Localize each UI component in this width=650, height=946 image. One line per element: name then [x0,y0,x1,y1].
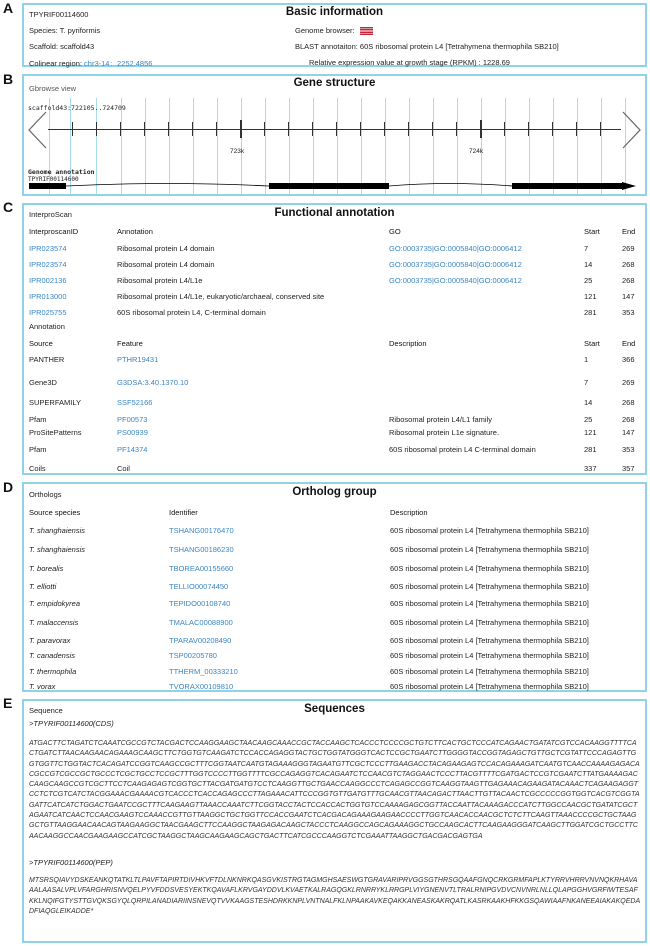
end-cell: 366 [622,355,635,364]
start-cell: 121 [584,428,597,437]
description-cell: 60S ribosomal protein L4 [Tetrahymena thermophila SB210] [390,526,589,535]
annotation-cell: 60S ribosomal protein L4, C-terminal domain [117,308,266,317]
identifier-link[interactable]: TSHANG00176470 [169,526,234,535]
ruler-tick [600,122,601,136]
gene-model-label: TPYRIF00114600 [28,176,79,183]
start-cell: 7 [584,378,589,387]
gene-model[interactable] [24,180,645,194]
interpro-id-link[interactable]: IPR023574 [29,260,67,269]
start-cell: 14 [584,398,593,407]
gene-structure-title: Gene structure [293,77,376,89]
description-cell: 60S ribosomal protein L4 [Tetrahymena thermophila SB210] [390,599,589,608]
go-terms-link[interactable]: GO:0003735|GO:0005840|GO:0006412 [389,260,522,269]
scroll-right-arrow-icon[interactable] [621,110,643,150]
col-header-identifier: Identifier [169,508,198,517]
ruler-tick [576,122,577,136]
col-header-start: Start [584,227,600,236]
end-cell: 147 [622,428,635,437]
end-cell: 268 [622,260,635,269]
gbrowse-track[interactable] [24,98,645,194]
genome-browser-label: Genome browser: [295,26,355,35]
sequences-title: Sequences [304,703,365,715]
start-cell: 1 [584,355,589,364]
ortholog-group-panel [22,482,647,692]
ruler-tick [528,122,529,136]
section-letter-a: A [3,0,14,16]
feature-link[interactable]: PS00939 [117,428,148,437]
col-header-interproscan-id: InterproscanID [29,227,79,236]
genome-browser [295,26,373,35]
functional-annotation-panel [22,203,647,475]
interproscan-label: InterproScan [29,210,72,219]
identifier-link[interactable]: TMALAC00088900 [169,618,233,627]
col-header-end-2: End [622,339,636,348]
species-cell: T. paravorax [29,636,71,645]
species-cell: T. thermophila [29,667,77,676]
ruler-major-tick [480,120,482,138]
end-cell: 268 [622,276,635,285]
identifier-link[interactable]: TPARAV00208490 [169,636,232,645]
species-text: Species: T. pyriformis [29,26,101,35]
ruler-tick [456,122,457,136]
ruler-label-724k: 724k [469,148,484,155]
section-letter-c: C [3,199,14,215]
blast-annotation: BLAST annotaiton: 60S ribosomal protein L4 [Tetrahymena thermophila SB210] [295,42,559,51]
description-cell: 60S ribosomal protein L4 [Tetrahymena thermophila SB210] [390,667,589,676]
col-header-ortholog-description: Description [390,508,428,517]
feature-link[interactable]: PTHR19431 [117,355,159,364]
description-cell: 60S ribosomal protein L4 [Tetrahymena thermophila SB210] [390,682,589,691]
ruler-tick [312,122,313,136]
annotation-cell: Ribosomal protein L4 domain [117,244,215,253]
start-cell: 7 [584,244,589,253]
col-header-go: GO [389,227,401,236]
region-label: scaffold43:722105..724709 [28,104,126,112]
description-cell: 60S ribosomal protein L4 [Tetrahymena thermophila SB210] [390,618,589,627]
annotation-cell: Ribosomal protein L4/L1e [117,276,203,285]
scaffold-text: Scaffold: scaffold43 [29,42,95,51]
species-cell: T. empidokyrea [29,599,80,608]
start-cell: 25 [584,415,593,424]
annotation-section-label: Annotation [29,322,65,331]
identifier-link[interactable]: TBOREA00155660 [169,564,234,573]
species-cell: T. elliotti [29,582,57,591]
source-cell: ProSitePatterns [29,428,82,437]
ruler-tick [264,122,265,136]
feature-link[interactable]: PF14374 [117,445,148,454]
end-cell: 268 [622,415,635,424]
ruler-tick [384,122,385,136]
genome-browser-icon[interactable] [360,27,373,35]
species-cell: T. shanghaiensis [29,526,86,535]
ruler-axis [48,129,621,130]
sequences-panel [22,699,647,943]
description-cell: 60S ribosomal protein L4 C-terminal domain [389,445,536,454]
pep-sequence: MTSRSQIAVYDSKEANKQTATKLTLPAVFTAPIRTDIVHKVFTDLNKNRKQASGVKISTRGTAGMGHSAESWGTGRAVARIPRVGGSGTHRSGQAAFGNQCRKGRMFAPLKTYRRVHRRVNVNQKRHAVAAALAASALVPLVFARGHRISNVQELPYVFDDSVESYEKTKQAVAFLKRVGAYDDVLKVAETKALRAGQGKLRNRRYKLRRGPLVIYGNENVTLTRALRNIPGVDVCNVNRLNLLQLAPGGHVGRFIWTESAFKKLNQIFGTYSTTGVQKSGYQLQRPILANADIARIINSNEVQTVVKAAGSTESHDRKKNPLVNTNALFKLNPAAKAVKEQAKKANEASKAKRQATLKASRKAAKHFKKGSQAWIAAFNKANEEAIAKAKQEDADFIAQGLEIKADDE* [29,877,641,915]
end-cell: 353 [622,308,635,317]
ruler-tick [216,122,217,136]
colinear-region [29,58,152,69]
cds-header: >TPYRIF00114600(CDS) [29,719,114,728]
interpro-id-link[interactable]: IPR013000 [29,292,67,301]
ruler-tick [336,122,337,136]
col-header-source-species: Source species [29,508,81,517]
source-cell: PANTHER [29,355,65,364]
ruler-tick [552,122,553,136]
description-cell: 60S ribosomal protein L4 [Tetrahymena thermophila SB210] [390,636,589,645]
species-cell: T. canadensis [29,651,76,660]
identifier-link[interactable]: TVORAX00109810 [169,682,234,691]
ruler-tick [96,122,97,136]
colinear-region-label: Colinear region: [29,59,82,68]
col-header-feature: Feature [117,339,143,348]
ruler-tick [72,122,73,136]
ruler-tick [144,122,145,136]
annotation-cell: Ribosomal protein L4/L1e, eukaryotic/archaeal, conserved site [117,292,325,301]
ruler-major-tick [240,120,242,138]
functional-annotation-title: Functional annotation [274,207,395,219]
ortholog-group-title: Ortholog group [292,486,377,498]
identifier-link[interactable]: TEPIDO00108740 [169,599,231,608]
description-cell: 60S ribosomal protein L4 [Tetrahymena thermophila SB210] [390,564,589,573]
start-cell: 25 [584,276,593,285]
description-cell: Ribosomal protein L4/L1 family [389,415,492,424]
identifier-link[interactable]: TELLIO00074450 [169,582,229,591]
feature-link[interactable]: SSF52166 [117,398,153,407]
start-cell: 281 [584,308,597,317]
gene-id: TPYRIF00114600 [29,10,89,19]
identifier-link[interactable]: TTHERM_00333210 [169,667,238,676]
ruler-tick [360,122,361,136]
sequence-label: Sequence [29,706,63,715]
section-letter-d: D [3,479,14,495]
col-header-annotation: Annotation [117,227,153,236]
start-cell: 281 [584,445,597,454]
end-cell: 268 [622,398,635,407]
end-cell: 269 [622,244,635,253]
feature-cell: Coil [117,464,130,473]
source-cell: Pfam [29,415,47,424]
start-cell: 14 [584,260,593,269]
annotation-cell: Ribosomal protein L4 domain [117,260,215,269]
description-cell: 60S ribosomal protein L4 [Tetrahymena thermophila SB210] [390,545,589,554]
cds-sequence: ATGACTTCTAGATCTCAAATCGCCGTCTACGACTCCAAGGAAGCTAACAAGCAAACCGCTACCAAGCTCACCCTCCCCGCTGTCTTCACTGCTCCCATCAGAACTGATATCGTCCACAAGGTTTTCACTGATCTTAACAAGAACAGAAAGCAAGCTTCTGGTGTCAAGATCTCCACCAGAGGTACTGCTGGTATGGGTCACTCCGCTGAATCTTGGGGTACCGGTAGAGCTGTTGCTCGTATTCCCAGAGTTGGTGGTTCTGGTACTCACAGATCCGGTCAAGCCGCTTTCGGTAATCAATGTAGAAAGGGTAGAATGTTCGCTCCCTTGAAGACCTACAGAAGAGTCCACAGAAAGATCAATGTCAACCAAAAGAGACACGCCGTCGCCGCTGCCCTCGCTGCCTCCGCTTTGGTCCCCTTGGTTTTCGCCAGAGGTCACAGAATCTCCAACGTCTAGGAACTCCCTTACGTTTTCGATGACTCCGTCGAATCTTATGAAAAGACCAAGCAAGCCGTCGCTTCCTCAAGAGAGTCGGTGCTTACGATGATGTCCTCAAGGTTGCTGAACCAAGGCCCTCAGAGCCGGTCAAGGTAAGTTGAGAAACAGAAGATACAAACTCAGAAGAGGTCCTCTCGTCATCTACGGAAACGAAAACGTCACCCTCACCAGAGCCCTTAGAAACATTCCCGGTGTTGATGTTTGCAACGTTAACAGACTTAACTTGTTACAACTCGCCCCCGGTGGTCACGTCGGTAGATTCATCATCTGGACTGAATCCGCTTTCAAGAAGTTAAACCAAATCTTCGGTACCTACTCCACCACTGGTGTCCAAAAGAGCGGTTACCAATTACAAAGACCCATCTTGGCCAACGCTGATATCGCTAGAATCATCAACTCCAACGAAGTCCAAACCGTTGTTAAGGCTGCTGGTTCCACCGAATCTCACGACAGAAAGAAGAACCCCTTGGTCAACACCAACGCTCTCTTCAAGTTAAACCCCGCTGCTAAGGCTGTTAAGGAACAACAGTAAGAAGGCTAACGAAGCTTCCAAGGCTAAGAGACAAGCTACCCTCAAGGCCAGCAGAAAGGCTGCCAAGCACTTCAAGAAGGGATCAAGCTTGGATCGCTGCCTTCAACAAGGCCAACGAAGAAGCCATCGCTAAGGCTAAGCAAGAAGCAGCTGACTTCATCGCCCAAGGTCTCGAAATTAAGGCTGACGACGAGTGA [29,740,640,840]
species-cell: T. malaccensis [29,618,79,627]
species-cell: T. vorax [29,682,56,691]
col-header-end: End [622,227,636,236]
end-cell: 353 [622,445,635,454]
identifier-link[interactable]: TSP00205780 [169,651,217,660]
end-cell: 357 [622,464,635,473]
expression-value: Relative expression value at growth stage (RPKM) : 1228.69 [309,58,510,67]
description-cell: 60S ribosomal protein L4 [Tetrahymena thermophila SB210] [390,651,589,660]
start-cell: 121 [584,292,597,301]
ruler-tick [120,122,121,136]
ruler-tick [192,122,193,136]
interpro-id-link[interactable]: IPR023574 [29,244,67,253]
go-terms-link[interactable]: GO:0003735|GO:0005840|GO:0006412 [389,244,522,253]
section-letter-b: B [3,71,14,87]
source-cell: Pfam [29,445,47,454]
gbrowse-view-label: Gbrowse view [29,84,77,93]
feature-link[interactable]: PF00573 [117,415,148,424]
species-cell: T. borealis [29,564,64,573]
source-cell: Gene3D [29,378,57,387]
scroll-left-arrow-icon[interactable] [26,110,48,150]
basic-information-title: Basic information [285,6,384,18]
description-cell: 60S ribosomal protein L4 [Tetrahymena thermophila SB210] [390,582,589,591]
pep-header: >TPYRIF00114600(PEP) [29,858,113,867]
gene-structure-panel [22,74,647,196]
col-header-start-2: Start [584,339,600,348]
ruler-label-723k: 723k [230,148,245,155]
feature-link[interactable]: G3DSA:3.40.1370.10 [117,378,189,387]
ruler-tick [408,122,409,136]
description-cell: Ribosomal protein L1e signature. [389,428,500,437]
end-cell: 147 [622,292,635,301]
interpro-id-link[interactable]: IPR002136 [29,276,67,285]
ruler-tick [504,122,505,136]
source-cell: SUPERFAMILY [29,398,81,407]
interpro-id-link[interactable]: IPR025755 [29,308,67,317]
source-cell: Coils [29,464,46,473]
ruler-tick [432,122,433,136]
ruler-tick [168,122,169,136]
basic-information-panel [22,3,647,67]
identifier-link[interactable]: TSHANG00186230 [169,545,234,554]
ruler-tick [288,122,289,136]
go-terms-link[interactable]: GO:0003735|GO:0005840|GO:0006412 [389,276,522,285]
section-letter-e: E [3,695,13,711]
colinear-region-link[interactable]: chr3-14：2252.4856 [84,59,153,68]
end-cell: 269 [622,378,635,387]
col-header-source: Source [29,339,53,348]
genome-annotation-label: Genome annotation [28,168,95,176]
start-cell: 337 [584,464,597,473]
species-cell: T. shanghaiensis [29,545,86,554]
orthologs-label: Orthologs [29,490,62,499]
col-header-description: Description [389,339,427,348]
